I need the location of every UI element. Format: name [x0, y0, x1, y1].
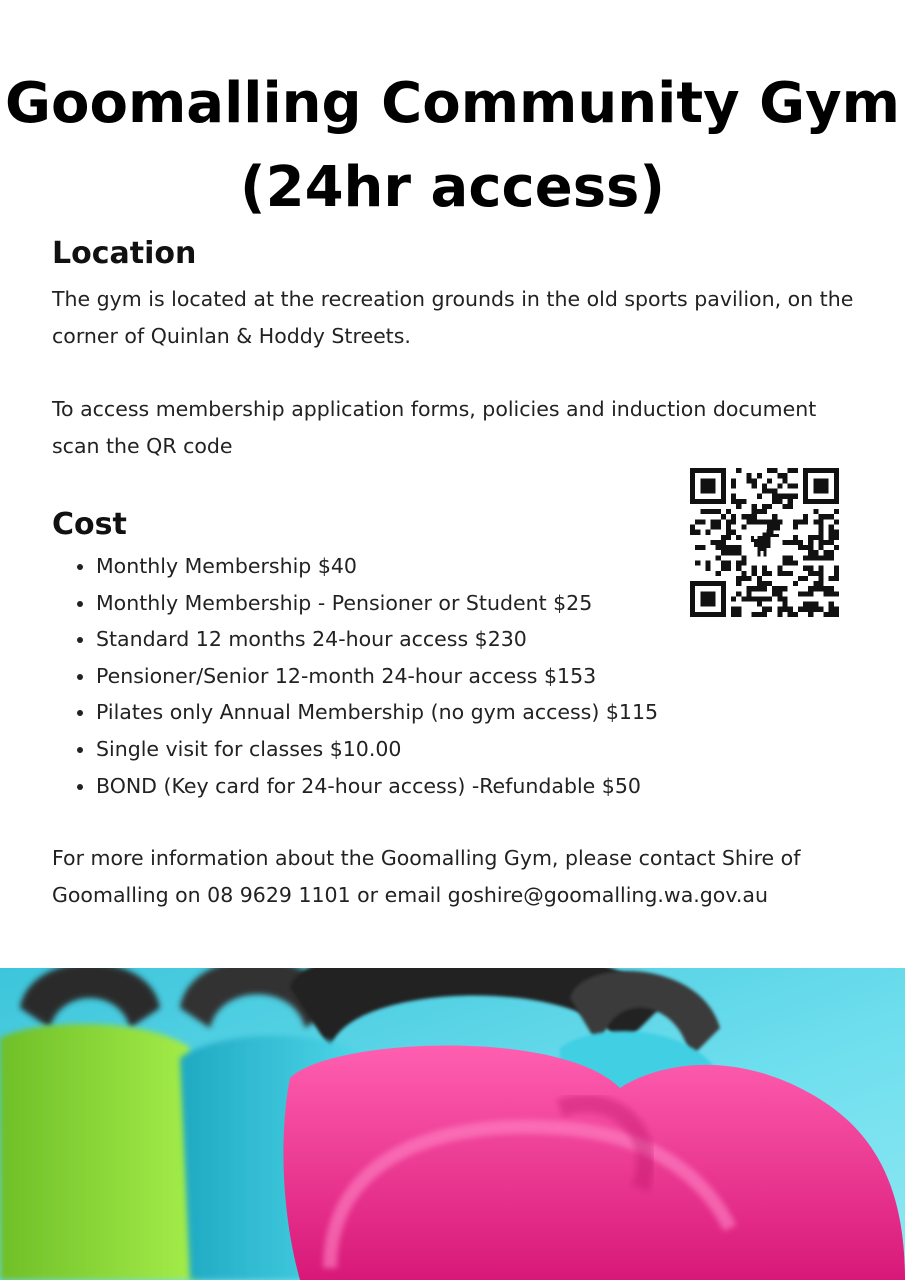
list-item: • BOND (Key card for 24-hour access) -Refundable $50 — [96, 768, 746, 805]
access-text: To access membership application forms, policies and induction document scan the QR code — [52, 397, 817, 458]
list-item: • Standard 12 months 24-hour access $230 — [96, 621, 746, 658]
list-item: • Monthly Membership $40 — [96, 548, 746, 585]
list-item: • Monthly Membership - Pensioner or Student $25 — [96, 585, 746, 622]
list-item: • Pensioner/Senior 12-month 24-hour access $153 — [96, 658, 746, 695]
kettlebells-photo — [0, 968, 905, 1280]
list-item: • Single visit for classes $10.00 — [96, 731, 746, 768]
location-text: The gym is located at the recreation grounds in the old sports pavilion, on the corner of Quinlan & Hoddy Streets. — [52, 287, 854, 348]
cost-heading: Cost — [52, 507, 127, 542]
list-item: • Pilates only Annual Membership (no gym access) $115 — [96, 694, 746, 731]
contact-text: For more information about the Goomalling Gym, please contact Shire of Goomalling on 08 9629 1101 or email goshire@goomalling.wa.gov.au — [52, 846, 801, 907]
title-line-1: Goomalling Community Gym — [5, 71, 900, 136]
title-line-2: (24hr access) — [240, 155, 665, 220]
page-title — [0, 62, 905, 230]
location-heading: Location — [52, 236, 197, 271]
cost-list — [52, 548, 746, 804]
